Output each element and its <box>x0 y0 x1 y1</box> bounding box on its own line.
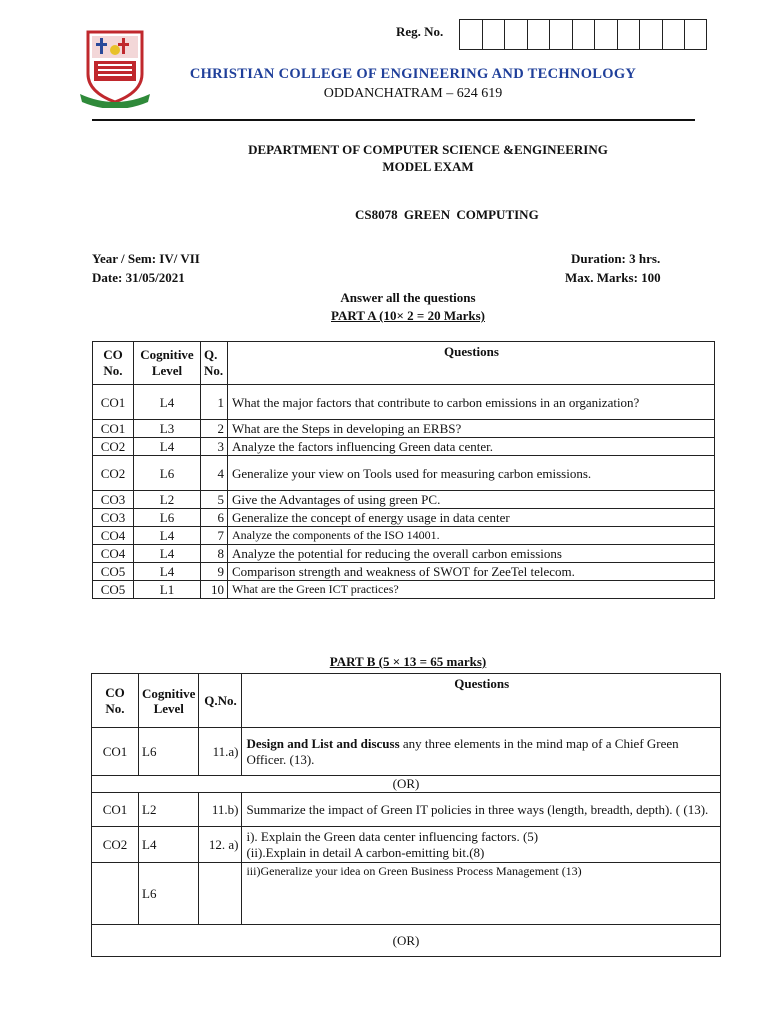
or-row <box>92 776 721 793</box>
level-cell: L4 <box>134 385 201 420</box>
part-a-heading: PART A (10× 2 = 20 Marks) <box>331 308 485 323</box>
level-cell: L6 <box>134 456 201 491</box>
or-label: (OR) <box>92 925 721 957</box>
college-logo <box>78 28 152 108</box>
header-divider <box>92 119 695 121</box>
question-cell: Comparison strength and weakness of SWOT for ZeeTel telecom. <box>228 563 715 581</box>
table-row <box>93 563 715 581</box>
reg-no-box[interactable] <box>527 19 550 50</box>
co-cell: CO2 <box>92 827 139 863</box>
col-cognitive-level: Cognitive Level <box>134 342 201 385</box>
co-cell: CO2 <box>93 456 134 491</box>
or-row <box>92 925 721 957</box>
col-questions: Questions <box>242 674 721 728</box>
reg-no-box[interactable] <box>617 19 640 50</box>
qno-cell: 4 <box>201 456 228 491</box>
level-cell: L2 <box>134 491 201 509</box>
question-line: (ii).Explain in detail A carbon-emitting bit.(8) <box>246 844 485 860</box>
qno-cell: 7 <box>201 527 228 545</box>
table-row <box>92 827 721 863</box>
co-cell: CO5 <box>93 581 134 599</box>
table-row <box>93 491 715 509</box>
table-header-row <box>92 674 721 728</box>
question-line: i). Explain the Green data center influencing factors. (5) <box>246 828 539 844</box>
co-cell: CO3 <box>93 509 134 527</box>
exam-title: MODEL EXAM <box>382 159 474 174</box>
qno-cell: 12. a) <box>199 827 242 863</box>
reg-no-box[interactable] <box>504 19 527 50</box>
level-cell: L6 <box>134 509 201 527</box>
qno-cell: 8 <box>201 545 228 563</box>
table-row <box>93 527 715 545</box>
reg-no-box[interactable] <box>594 19 617 50</box>
duration: Duration: 3 hrs. <box>571 251 661 266</box>
co-cell: CO5 <box>93 563 134 581</box>
table-row <box>93 420 715 438</box>
level-cell: L4 <box>134 527 201 545</box>
reg-no-box[interactable] <box>662 19 685 50</box>
co-cell: CO1 <box>93 420 134 438</box>
co-cell: CO1 <box>93 385 134 420</box>
table-row <box>93 545 715 563</box>
question-cell: Summarize the impact of Green IT policies in three ways (length, breadth, depth). ( (13). <box>242 793 721 827</box>
level-cell: L6 <box>139 728 199 776</box>
qno-cell: 11.b) <box>199 793 242 827</box>
table-header-row <box>93 342 715 385</box>
reg-no-boxes <box>459 19 707 50</box>
table-row <box>92 728 721 776</box>
max-marks: Max. Marks: 100 <box>565 270 661 285</box>
reg-no-box[interactable] <box>684 19 707 50</box>
question-cell: Give the Advantages of using green PC. <box>228 491 715 509</box>
reg-no-box[interactable] <box>549 19 572 50</box>
table-row <box>93 509 715 527</box>
table-row <box>93 456 715 491</box>
qno-cell <box>199 863 242 925</box>
qno-cell: 5 <box>201 491 228 509</box>
col-co-no: CO No. <box>93 342 134 385</box>
co-cell: CO1 <box>92 728 139 776</box>
question-cell: What are the Green ICT practices? <box>228 581 715 599</box>
college-place: ODDANCHATRAM – 624 619 <box>323 86 503 101</box>
col-q-no: Q. No. <box>201 342 228 385</box>
co-cell: CO4 <box>93 527 134 545</box>
question-cell <box>242 728 721 776</box>
level-cell: L4 <box>134 545 201 563</box>
reg-no-label: Reg. No. <box>396 24 444 39</box>
table-row <box>93 581 715 599</box>
level-cell: L2 <box>139 793 199 827</box>
co-cell: CO2 <box>93 438 134 456</box>
course-title: CS8078 GREEN COMPUTING <box>355 207 539 222</box>
question-cell: Generalize the concept of energy usage in data center <box>228 509 715 527</box>
qno-cell: 3 <box>201 438 228 456</box>
part-b-heading: PART B (5 × 13 = 65 marks) <box>329 654 487 669</box>
year-sem: Year / Sem: IV/ VII <box>92 251 200 266</box>
table-row <box>92 793 721 827</box>
reg-no-box[interactable] <box>639 19 662 50</box>
reg-no-box[interactable] <box>459 19 482 50</box>
reg-no-box[interactable] <box>572 19 595 50</box>
level-cell: L1 <box>134 581 201 599</box>
qno-cell: 1 <box>201 385 228 420</box>
exam-date: Date: 31/05/2021 <box>92 270 185 285</box>
question-cell: iii)Generalize your idea on Green Business Process Management (13) <box>242 863 721 925</box>
question-text: any three elements in the mind map of a Chief Green Officer. (13). <box>246 735 679 767</box>
col-q-no: Q.No. <box>199 674 242 728</box>
co-cell: CO4 <box>93 545 134 563</box>
table-row <box>93 438 715 456</box>
table-row <box>92 863 721 925</box>
co-cell: CO3 <box>93 491 134 509</box>
or-label: (OR) <box>92 776 721 793</box>
table-row <box>93 385 715 420</box>
question-emphasis: Design and List and discuss <box>246 735 400 751</box>
question-cell: What the major factors that contribute to carbon emissions in an organization? <box>228 385 715 420</box>
college-name: CHRISTIAN COLLEGE OF ENGINEERING AND TECHNOLOGY <box>189 66 637 82</box>
question-cell: What are the Steps in developing an ERBS? <box>228 420 715 438</box>
reg-no-box[interactable] <box>482 19 505 50</box>
level-cell: L4 <box>134 563 201 581</box>
level-cell: L3 <box>134 420 201 438</box>
part-b-table <box>91 673 721 957</box>
qno-cell: 2 <box>201 420 228 438</box>
col-questions: Questions <box>228 342 715 385</box>
col-co-no: CO No. <box>92 674 139 728</box>
instruction: Answer all the questions <box>340 290 476 305</box>
department-title: DEPARTMENT OF COMPUTER SCIENCE &ENGINEERING <box>248 142 608 157</box>
question-cell <box>242 827 721 863</box>
question-cell: Analyze the components of the ISO 14001. <box>228 527 715 545</box>
level-cell: L6 <box>139 863 199 925</box>
level-cell: L4 <box>134 438 201 456</box>
qno-cell: 9 <box>201 563 228 581</box>
question-cell: Generalize your view on Tools used for measuring carbon emissions. <box>228 456 715 491</box>
question-cell: Analyze the factors influencing Green data center. <box>228 438 715 456</box>
co-cell <box>92 863 139 925</box>
col-cognitive-level: Cognitive Level <box>139 674 199 728</box>
level-cell: L4 <box>139 827 199 863</box>
qno-cell: 11.a) <box>199 728 242 776</box>
question-cell: Analyze the potential for reducing the overall carbon emissions <box>228 545 715 563</box>
qno-cell: 6 <box>201 509 228 527</box>
qno-cell: 10 <box>201 581 228 599</box>
part-a-table <box>92 341 715 599</box>
co-cell: CO1 <box>92 793 139 827</box>
